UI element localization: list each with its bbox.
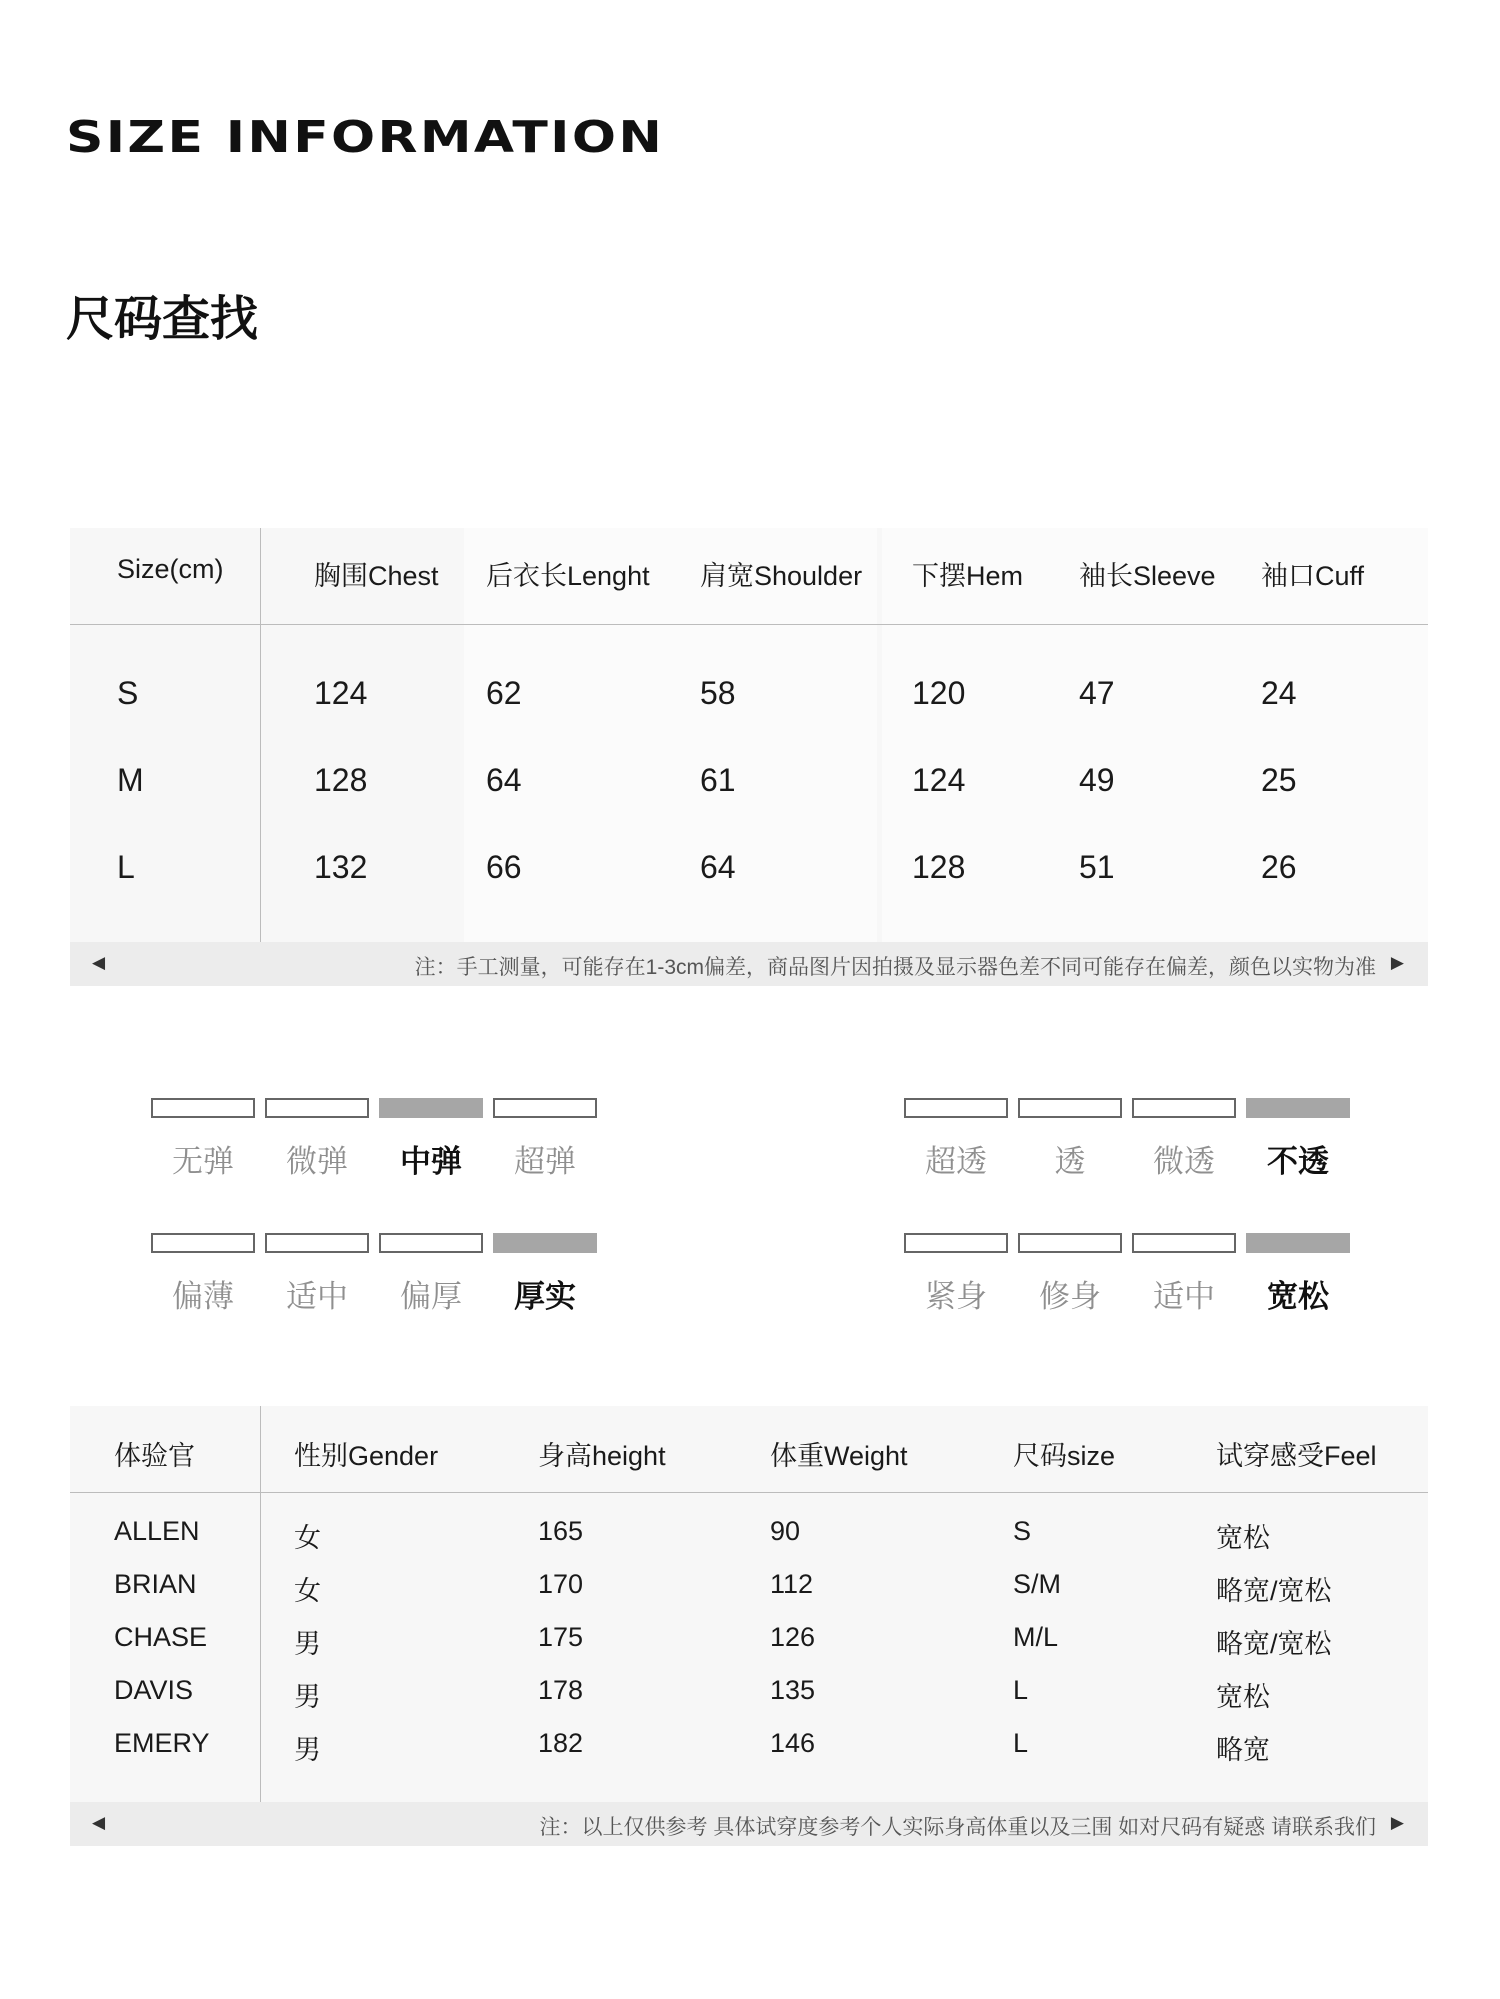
column-header: 袖口Cuff — [1261, 561, 1365, 591]
scale-segment — [1246, 1233, 1350, 1253]
tester-note-bar[interactable] — [70, 1802, 1428, 1846]
size-table — [70, 528, 1428, 942]
header-divider — [70, 1492, 1428, 1493]
table-cell: 64 — [486, 762, 522, 798]
table-cell: 66 — [486, 849, 522, 885]
scale-segment — [1132, 1098, 1236, 1118]
scale-label: 适中 — [1153, 1279, 1215, 1315]
table-cell: S — [1013, 1516, 1032, 1546]
scale-label: 宽松 — [1267, 1279, 1329, 1315]
table-cell: 128 — [912, 849, 966, 885]
table-cell: 165 — [538, 1516, 584, 1546]
size-label: L — [117, 849, 135, 885]
table-cell: 126 — [770, 1622, 816, 1652]
table-cell: 26 — [1261, 849, 1297, 885]
column-divider — [260, 528, 261, 942]
scale-segment — [265, 1098, 369, 1118]
table-cell: 182 — [538, 1728, 584, 1758]
scale-label: 中弹 — [400, 1144, 462, 1180]
column-header: 体重Weight — [770, 1441, 908, 1471]
table-cell: 女 — [294, 1523, 321, 1553]
column-header: 体验官 — [114, 1441, 195, 1471]
table-cell: 宽松 — [1216, 1682, 1270, 1712]
scale-segment — [493, 1233, 597, 1253]
column-header: 身高height — [538, 1441, 666, 1471]
tester-name: EMERY — [114, 1728, 210, 1758]
tester-name: BRIAN — [114, 1569, 197, 1599]
table-cell: 略宽/宽松 — [1216, 1576, 1332, 1606]
table-cell: 170 — [538, 1569, 584, 1599]
tester-note: 注：以上仅供参考 具体试穿度参考个人实际身高体重以及三围 如对尺码有疑惑 请联系我们 — [539, 1816, 1376, 1839]
scroll-left-icon[interactable]: ◀ — [92, 953, 106, 972]
tester-name: ALLEN — [114, 1516, 200, 1546]
scale-segment — [151, 1233, 255, 1253]
scroll-right-icon[interactable]: ▶ — [1390, 1813, 1404, 1832]
column-header: 肩宽Shoulder — [700, 561, 863, 591]
table-cell: 128 — [314, 762, 368, 798]
scale-segment — [904, 1233, 1008, 1253]
size-note-bar[interactable] — [70, 942, 1428, 986]
table-cell: S/M — [1013, 1569, 1062, 1599]
scale-label: 微透 — [1153, 1144, 1215, 1180]
column-header: 试穿感受Feel — [1216, 1441, 1377, 1471]
scale-segment — [379, 1098, 483, 1118]
page-title: SIZE INFORMATION — [66, 112, 665, 163]
table-cell: 146 — [770, 1728, 816, 1758]
scale-segment — [493, 1098, 597, 1118]
scroll-right-icon[interactable]: ▶ — [1390, 953, 1404, 972]
table-cell: 132 — [314, 849, 368, 885]
scale-segment — [1246, 1098, 1350, 1118]
table-cell: 178 — [538, 1675, 584, 1705]
table-cell: L — [1013, 1728, 1029, 1758]
column-header: 性别Gender — [294, 1441, 439, 1471]
scale-label: 修身 — [1039, 1279, 1101, 1315]
table-cell: 51 — [1079, 849, 1115, 885]
header-divider — [70, 624, 1428, 625]
size-note: 注：手工测量，可能存在1-3cm偏差，商品图片因拍摄及显示器色差不同可能存在偏差，颜色以实物为准 — [414, 956, 1376, 979]
table-cell: L — [1013, 1675, 1029, 1705]
scale-label: 超透 — [925, 1144, 987, 1180]
scale-label: 紧身 — [925, 1279, 987, 1315]
scale-label: 厚实 — [514, 1279, 576, 1315]
table-cell: 25 — [1261, 762, 1297, 798]
table-cell: 男 — [294, 1735, 321, 1765]
scale-label: 微弹 — [286, 1144, 348, 1180]
table-cell: M/L — [1013, 1622, 1059, 1652]
scale-segment — [1018, 1098, 1122, 1118]
table-cell: 61 — [700, 762, 736, 798]
page-subtitle: 尺码查找 — [66, 291, 259, 347]
tester-name: DAVIS — [114, 1675, 194, 1705]
scale-label: 无弹 — [172, 1144, 234, 1180]
table-cell: 男 — [294, 1682, 321, 1712]
table-cell: 58 — [700, 675, 736, 711]
scale-segment — [904, 1098, 1008, 1118]
transparency-scale — [904, 1098, 1354, 1188]
column-header: Size(cm) — [117, 554, 224, 584]
scale-label: 超弹 — [514, 1144, 576, 1180]
table-cell: 124 — [912, 762, 966, 798]
table-cell: 64 — [700, 849, 736, 885]
table-cell: 女 — [294, 1576, 321, 1606]
column-header: 袖长Sleeve — [1079, 561, 1216, 591]
table-cell: 135 — [770, 1675, 816, 1705]
fit-scale — [904, 1233, 1354, 1323]
scale-label: 透 — [1054, 1144, 1086, 1180]
scroll-left-icon[interactable]: ◀ — [92, 1813, 106, 1832]
table-cell: 120 — [912, 675, 966, 711]
tester-name: CHASE — [114, 1622, 208, 1652]
column-header: 胸围Chest — [314, 561, 439, 591]
stretch-scale — [151, 1098, 601, 1188]
scale-segment — [265, 1233, 369, 1253]
size-label: S — [117, 675, 139, 711]
column-divider — [260, 1406, 261, 1802]
scale-segment — [379, 1233, 483, 1253]
table-cell: 47 — [1079, 675, 1115, 711]
scale-segment — [1018, 1233, 1122, 1253]
table-cell: 男 — [294, 1629, 321, 1659]
table-cell: 90 — [770, 1516, 801, 1546]
scale-label: 适中 — [286, 1279, 348, 1315]
scale-segment — [151, 1098, 255, 1118]
table-cell: 112 — [770, 1569, 814, 1599]
table-cell: 124 — [314, 675, 368, 711]
scale-segment — [1132, 1233, 1236, 1253]
table-cell: 宽松 — [1216, 1523, 1270, 1553]
table-cell: 24 — [1261, 675, 1297, 711]
table-cell: 175 — [538, 1622, 584, 1652]
thickness-scale — [151, 1233, 601, 1323]
table-cell: 62 — [486, 675, 522, 711]
column-header: 尺码size — [1013, 1441, 1116, 1471]
size-label: M — [117, 762, 144, 798]
scale-label: 不透 — [1267, 1144, 1329, 1180]
column-header: 下摆Hem — [912, 561, 1024, 591]
column-header: 后衣长Lenght — [486, 561, 650, 591]
scale-label: 偏厚 — [400, 1279, 462, 1315]
tester-table — [70, 1406, 1428, 1802]
table-cell: 略宽/宽松 — [1216, 1629, 1332, 1659]
table-cell: 49 — [1079, 762, 1115, 798]
table-cell: 略宽 — [1216, 1735, 1270, 1765]
scale-label: 偏薄 — [172, 1279, 234, 1315]
